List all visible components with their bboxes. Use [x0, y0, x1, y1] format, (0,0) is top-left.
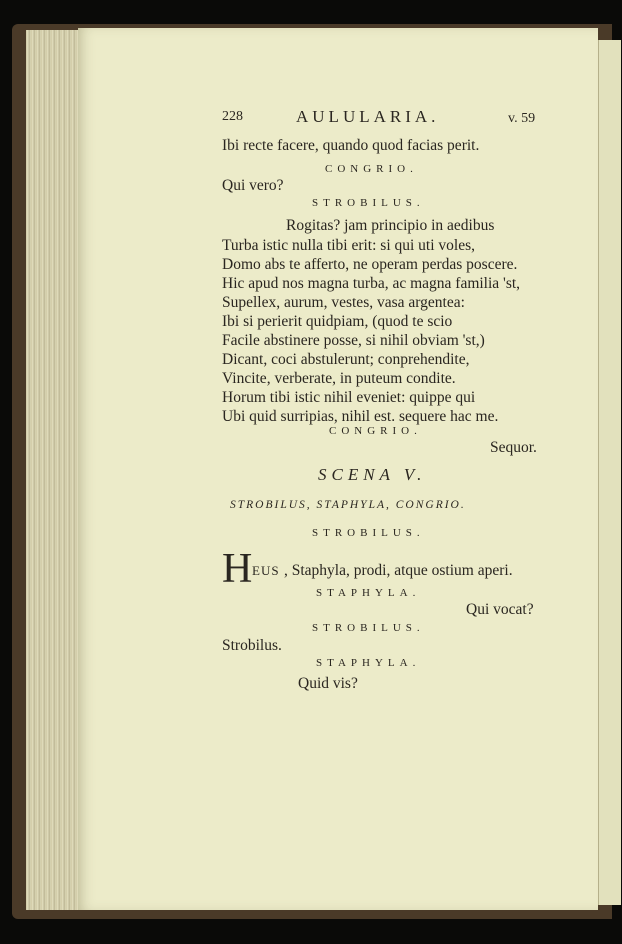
- text-line: Facile abstinere posse, si nihil obviam 'st,): [222, 332, 485, 349]
- text-line-capitals: EUS: [252, 563, 280, 578]
- text-line: Ubi quid surripias, nihil est. sequere hac me.: [222, 408, 499, 425]
- scene-title: SCENA V.: [318, 465, 427, 484]
- text-line: Strobilus.: [222, 637, 282, 654]
- text-line: Ibi recte facere, quando quod facias perit.: [222, 137, 480, 154]
- text-line: Domo abs te afferto, ne operam perdas poscere.: [222, 256, 518, 273]
- text-line: , Staphyla, prodi, atque ostium aperi.: [284, 562, 513, 579]
- text-line: Qui vocat?: [466, 601, 534, 618]
- speaker-label: STROBILUS.: [312, 197, 425, 209]
- facing-page-edge: [598, 40, 621, 905]
- speaker-label: STROBILUS.: [312, 527, 425, 539]
- drop-capital: H: [222, 546, 253, 592]
- text-line: Qui vero?: [222, 177, 284, 194]
- speaker-label: CONGRIO.: [329, 425, 422, 437]
- text-line: Vincite, verberate, in puteum condite.: [222, 370, 456, 387]
- running-title: AULULARIA.: [296, 107, 440, 126]
- page-number: 228: [222, 109, 243, 124]
- speaker-label: STAPHYLA.: [316, 657, 421, 669]
- text-line: Turba istic nulla tibi erit: si qui uti voles,: [222, 237, 476, 254]
- verse-reference: v. 59: [508, 111, 536, 126]
- text-line: Ibi si perierit quidpiam, (quod te scio: [222, 313, 453, 330]
- speaker-label: STAPHYLA.: [316, 587, 421, 599]
- text-line: Hic apud nos magna turba, ac magna familia 'st,: [222, 275, 521, 292]
- text-line: Rogitas? jam principio in aedibus: [286, 217, 495, 234]
- speaker-label: CONGRIO.: [325, 163, 418, 175]
- scene-cast: STROBILUS, STAPHYLA, CONGRIO.: [230, 499, 466, 511]
- text-line: Horum tibi istic nihil eveniet: quippe qui: [222, 389, 476, 406]
- text-line: Supellex, aurum, vestes, vasa argentea:: [222, 294, 465, 311]
- speaker-label: STROBILUS.: [312, 622, 425, 634]
- text-line: Sequor.: [490, 439, 537, 456]
- text-line: Dicant, coci abstulerunt; conprehendite,: [222, 351, 470, 368]
- text-line: Quid vis?: [298, 675, 358, 692]
